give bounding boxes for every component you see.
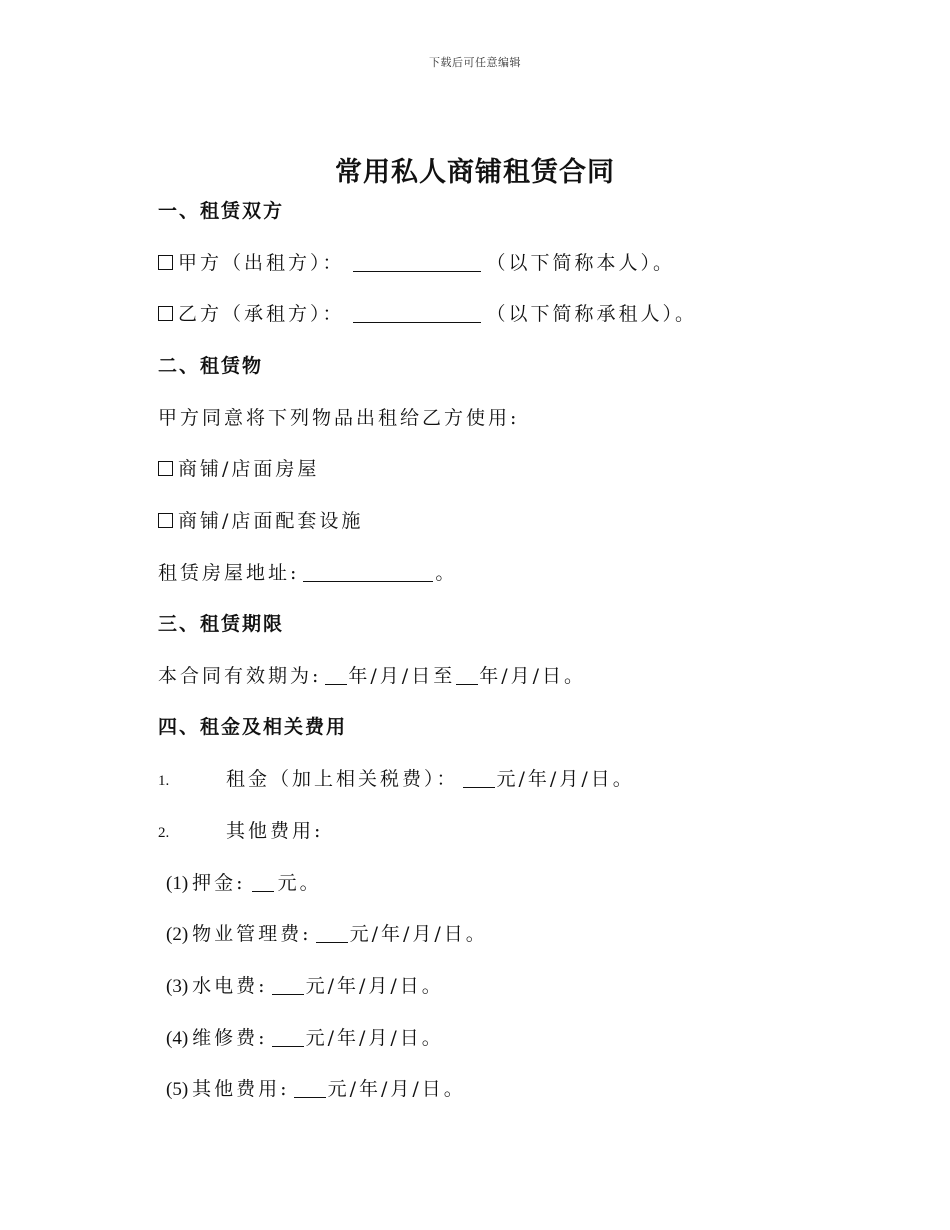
address-label: 租赁房屋地址: [158, 562, 300, 584]
party-b-checkbox[interactable] [158, 306, 173, 321]
rent-line [158, 765, 635, 795]
fee-item-label: 其他费用: [192, 1078, 290, 1100]
other-fee-blank[interactable] [294, 1077, 326, 1098]
address-line [158, 559, 457, 587]
fee-item-suffix: 元/年/月/日。 [305, 1027, 444, 1049]
term-mid: 年/月/日至 [348, 665, 456, 687]
shop-house-checkbox[interactable] [158, 461, 173, 476]
fee-item-property-management [158, 920, 488, 949]
document-title: 常用私人商铺租赁合同 [335, 157, 615, 188]
fee-item-deposit [158, 869, 322, 898]
term-end-blank[interactable] [456, 664, 478, 685]
leased-item-shop-house [158, 455, 319, 483]
fee-item-number: (3) [166, 976, 189, 997]
term-prefix: 本合同有效期为: [158, 665, 322, 687]
fee-item-other [158, 1075, 466, 1104]
party-b-suffix: （以下简称承租人）。 [486, 303, 698, 325]
rent-number: 1. [158, 773, 170, 789]
rent-suffix: 元/年/月/日。 [496, 768, 635, 790]
other-fees-number: 2. [158, 825, 170, 841]
fee-item-number: (5) [166, 1079, 189, 1100]
fee-item-suffix: 元。 [277, 872, 322, 894]
fee-item-number: (1) [166, 873, 189, 894]
party-a-checkbox[interactable] [158, 255, 173, 270]
party-b-blank[interactable] [353, 302, 481, 323]
fee-item-number: (4) [166, 1028, 189, 1049]
section-heading-parties: 一、租赁双方 [158, 200, 285, 222]
facilities-label: 商铺/店面配套设施 [178, 510, 364, 532]
section-heading-term: 三、租赁期限 [158, 613, 285, 635]
fee-item-label: 水电费: [192, 975, 268, 997]
rent-blank[interactable] [463, 767, 495, 788]
deposit-blank[interactable] [252, 871, 274, 892]
section-heading-leased-items: 二、租赁物 [158, 355, 264, 377]
fee-item-maintenance [158, 1024, 444, 1053]
party-a-suffix: （以下简称本人）。 [486, 252, 676, 274]
party-a-label: 甲方（出租方）： [178, 252, 345, 274]
party-a-line [158, 249, 675, 277]
rent-label: 租金（加上相关税费）： [226, 768, 459, 790]
leased-items-intro: 甲方同意将下列物品出租给乙方使用: [158, 407, 520, 429]
fee-item-utilities [158, 972, 444, 1001]
property-management-blank[interactable] [316, 922, 348, 943]
term-line [158, 662, 586, 690]
address-blank[interactable] [303, 561, 433, 582]
address-suffix: 。 [435, 562, 458, 584]
shop-house-label: 商铺/店面房屋 [178, 458, 320, 480]
party-a-blank[interactable] [353, 251, 481, 272]
other-fees-line [158, 817, 323, 847]
term-start-blank[interactable] [325, 664, 347, 685]
facilities-checkbox[interactable] [158, 513, 173, 528]
fee-item-suffix: 元/年/月/日。 [327, 1078, 466, 1100]
party-b-line [158, 300, 697, 328]
party-b-label: 乙方（承租方）： [178, 303, 345, 325]
page-header: 下载后可任意编辑 [429, 56, 521, 69]
fee-item-label: 押金: [192, 872, 246, 894]
fee-item-number: (2) [166, 924, 189, 945]
leased-item-facilities [158, 507, 363, 535]
utilities-blank[interactable] [272, 974, 304, 995]
term-end: 年/月/日。 [479, 665, 587, 687]
fee-item-label: 维修费: [192, 1027, 268, 1049]
maintenance-blank[interactable] [272, 1026, 304, 1047]
fee-item-label: 物业管理费: [192, 923, 312, 945]
section-heading-rent-fees: 四、租金及相关费用 [158, 716, 348, 738]
fee-item-suffix: 元/年/月/日。 [305, 975, 444, 997]
other-fees-label: 其他费用: [226, 820, 324, 842]
fee-item-suffix: 元/年/月/日。 [349, 923, 488, 945]
